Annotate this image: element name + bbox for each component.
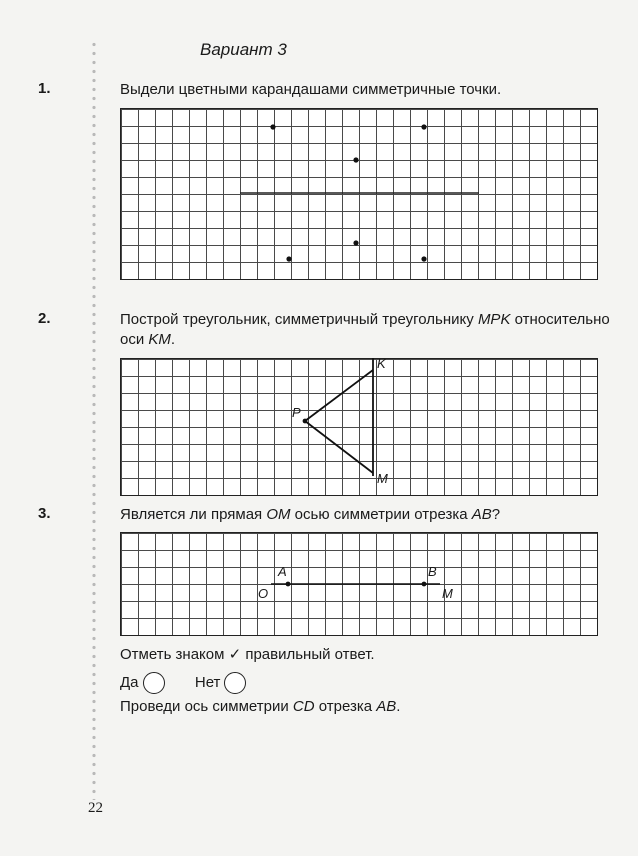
yes-label: Да: [120, 673, 139, 691]
axis-cd-name: CD: [292, 698, 315, 715]
label-a: A: [278, 564, 287, 579]
segment-ab-name: AB: [376, 698, 397, 715]
no-label: Нет: [194, 673, 221, 691]
line-name: OM: [266, 506, 291, 523]
label-k: K: [377, 356, 386, 371]
label-m: M: [377, 471, 388, 486]
yes-no-row: [120, 672, 246, 694]
label-m-task3: M: [442, 586, 453, 601]
triangle-name: MPK: [477, 311, 511, 328]
page-number: 22: [88, 800, 103, 816]
draw-instruction: Проведи ось симметрии CD отрезка AB.: [120, 698, 401, 715]
label-p: P: [292, 405, 301, 420]
side-kp: [305, 370, 373, 421]
point-5: [286, 256, 291, 261]
point-4: [353, 240, 358, 245]
point-6: [421, 256, 426, 261]
mark-instruction: Отметь знаком ✓ правильный ответ.: [120, 646, 375, 663]
point-1: [270, 124, 275, 129]
variant-title: Вариант 3: [200, 40, 287, 59]
point-a: [286, 582, 291, 587]
point-p: [303, 419, 308, 424]
point-3: [353, 157, 358, 162]
yes-checkbox[interactable]: [143, 672, 165, 694]
side-pm: [305, 421, 373, 473]
point-b: [422, 582, 427, 587]
segment-name: AB: [471, 506, 492, 523]
label-o: O: [258, 586, 269, 601]
task-2-number: 2.: [38, 310, 51, 327]
task-3-text: Является ли прямая OM осью симметрии отрезка AB?: [120, 506, 501, 523]
point-2: [421, 124, 426, 129]
task-3-number: 3.: [38, 505, 51, 522]
task-1-number: 1.: [38, 80, 51, 97]
no-checkbox[interactable]: [224, 672, 246, 694]
label-b: B: [428, 564, 437, 579]
task-1-text: Выдели цветными карандашами симметричные точки.: [120, 81, 502, 98]
axis-name: KM: [148, 331, 171, 348]
task-2-text: Построй треугольник, симметричный треугольнику MPK относительно оси KM.: [120, 311, 610, 348]
